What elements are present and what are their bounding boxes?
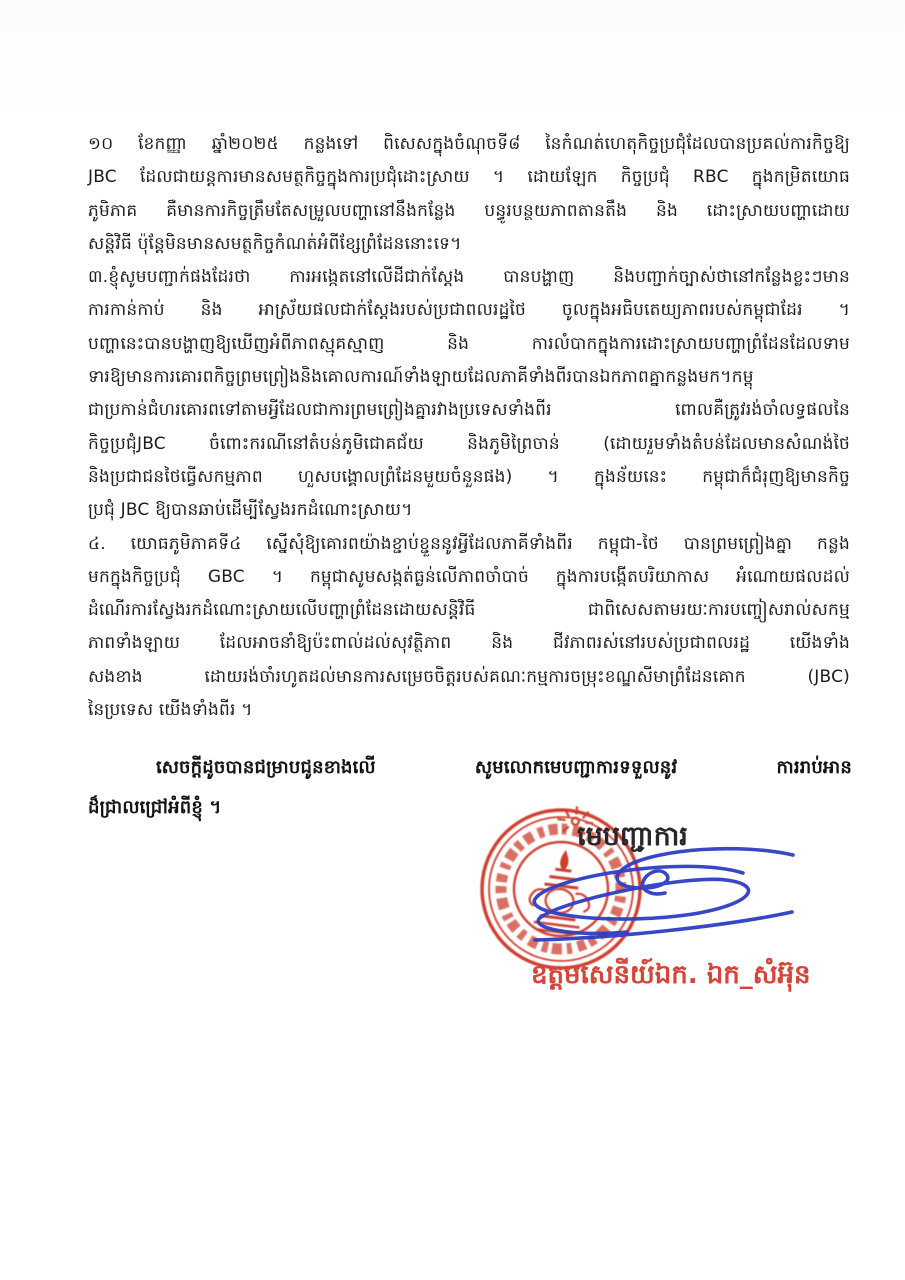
closing-line: ដ៏ជ្រាលជ្រៅអំពីខ្ញុំ ។ (88, 797, 222, 818)
body-line: សងខាង ដោយរង់ចាំរហូតដល់មានការសម្រេចចិត្តរបស់គណៈកម្មការចម្រុះខណ្ឌសីមាព្រំដែនគោក (JBC) (88, 666, 850, 687)
body-line: ៣.ខ្ញុំសូមបញ្ជាក់ផងដែរថា ការអង្កេតនៅលើដីជាក់ស្តែង បានបង្ហាញ និងបញ្ជាក់ច្បាស់ថានៅកន្លែងខ្លះៗមាន (88, 267, 850, 288)
signature-scribble (505, 833, 800, 953)
body-line: ការកាន់កាប់ និង អាស្រ័យផលជាក់ស្តែងរបស់ប្រជាពលរដ្ឋថៃ ចូលក្នុងអធិបតេយ្យភាពរបស់កម្ពុជាដែរ ។ (88, 300, 850, 321)
body-line: និងប្រជាជនថៃធ្វើសកម្មភាព ហួសបង្គោលព្រំដែនមួយចំនួនផង) ។ ក្នុងន័យនេះ កម្ពុជាក៏ជំរុញឱ្យមានកិច្ច (88, 466, 850, 487)
signer-name: ឧត្តមសេនីយ៍ឯក. ឯក_សំអ៊ុន (531, 960, 811, 990)
commander-title: មេបញ្ជាការ (577, 821, 688, 852)
body-line: សន្តិវិធី ប៉ុន្តែមិនមានសមត្ថកិច្ចកំណត់អំពីខ្សែព្រំដែននោះទេ។ (88, 233, 462, 254)
body-line: ប្រជុំ JBC ឱ្យបានឆាប់ដើម្បីស្វែងរកដំណោះស្រាយ។ (88, 500, 413, 521)
body-line: ភាពទាំងឡាយ ដែលអាចនាំឱ្យប៉ះពាល់ដល់សុវត្ថិភាព និង ជីវភាពរស់នៅរបស់ប្រជាពលរដ្ឋ យើងទាំង (88, 633, 850, 654)
body-line: ទារឱ្យមានការគោរពកិច្ចព្រមព្រៀងនិងគោលការណ៍ទាំងឡាយដែលភាគីទាំងពីរបានឯកភាពគ្នាកន្លងមក។កម្ពុ (88, 367, 754, 388)
body-line: មកក្នុងកិច្ចប្រជុំ GBC ។ កម្ពុជាសូមសង្កត់ធ្ងន់លើភាពចាំបាច់ ក្នុងការបង្កើតបរិយាកាស អំណោយផលដល់ (88, 566, 850, 587)
closing-line: សេចក្តីដូចបានជម្រាបជូនខាងលើ សូមលោកមេបញ្ជាការទទួលនូវ ការរាប់អាន (156, 757, 852, 778)
letter-body (88, 128, 850, 727)
body-line: ១០ ខែកញ្ញា ឆ្នាំ២០២៥ កន្លងទៅ ពិសេសក្នុងចំណុចទី៨ នៃកំណត់ហេតុកិច្ចប្រជុំដែលបានប្រគល់ការកិច្ចឱ្យ (88, 134, 850, 154)
signature-icon (505, 833, 800, 953)
body-line: បញ្ហានេះបានបង្ហាញឱ្យឃើញអំពីភាពស្មុគស្មាញ និង ការលំបាកក្នុងការដោះស្រាយបញ្ហាព្រំដែនដែលទាម (88, 333, 850, 354)
body-line: ជាប្រកាន់ជំហរគោរពទៅតាមអ្វីដែលជាការព្រមព្រៀងគ្នារវាងប្រទេសទាំងពីរ ពោលគឺត្រូវរង់ចាំលទ្ធផលនៃ (88, 400, 850, 421)
body-line: ៤. យោធភូមិភាគទី៤ ស្នើសុំឱ្យគោរពយ៉ាងខ្ជាប់ខ្ជួននូវអ្វីដែលភាគីទាំងពីរ កម្ពុជា-ថៃ បានព្រមព្រៀងគ្នា កន្លង (88, 533, 850, 554)
body-line: កិច្ចប្រជុំJBC ចំពោះករណីនៅតំបន់ភូមិជោគជ័យ និងភូមិព្រៃចាន់ (ដោយរួមទាំងតំបន់ដែលមានសំណង់ថៃ (88, 433, 850, 454)
body-line: JBC ដែលជាយន្តការមានសមត្ថកិច្ចក្នុងការប្រជុំដោះស្រាយ ។ ដោយឡែក កិច្ចប្រជុំ RBC ក្នុងកម្រិតយោធ (88, 167, 850, 188)
body-line: ភូមិភាគ គឺមានការកិច្ចត្រឹមតែសម្រួលបញ្ហានៅនឹងកន្លែង បន្ធូរបន្ថយភាពតានតឹង និង ដោះស្រាយបញ្ហាដោយ (88, 200, 850, 221)
body-line: ដំណើរការស្វែងរកដំណោះស្រាយលើបញ្ហាព្រំដែនដោយសន្តិវិធី ជាពិសេសតាមរយៈការបញ្ចៀសរាល់សកម្ម (88, 600, 850, 621)
closing-paragraph (88, 748, 852, 828)
body-line: នៃប្រទេស យើងទាំងពីរ ។ (88, 700, 253, 721)
